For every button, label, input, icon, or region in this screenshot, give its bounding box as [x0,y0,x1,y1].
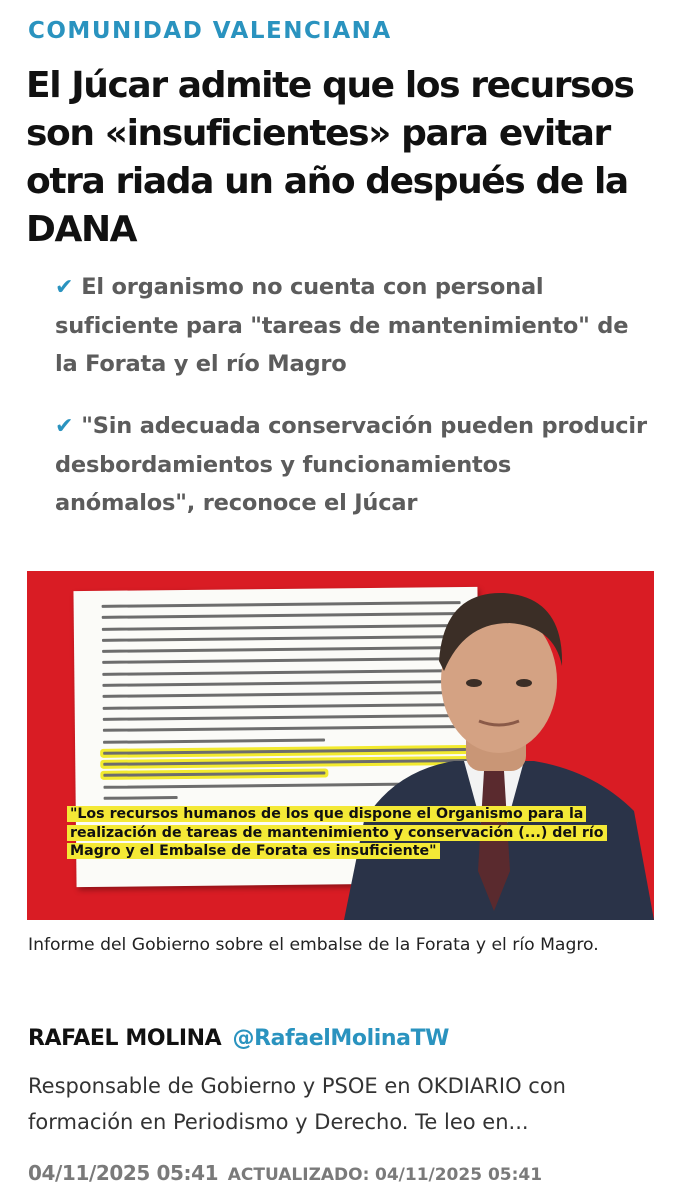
article-dates [28,1161,542,1185]
published-date: 04/11/2025 05:41 [28,1161,219,1185]
author-handle-link[interactable]: @RafaelMolinaTW [232,1026,450,1051]
image-caption: Informe del Gobierno sobre el embalse de la Forata y el río Magro. [28,935,599,955]
summary-bullet-text: "Sin adecuada conservación pueden producir desbordamientos y funcionamientos anómalos", reconoce el Júcar [55,413,647,516]
check-icon: ✔ [55,414,74,439]
author-line [28,1026,449,1051]
image-quote-text: "Los recursos humanos de los que dispone el Organismo para la realización de tareas de mantenimiento y conservación (...) del río Magro y el Embalse de Forata es insuficiente" [67,806,607,859]
author-name[interactable]: RAFAEL MOLINA [28,1026,222,1051]
summary-bullet-text: El organismo no cuenta con personal suficiente para "tareas de mantenimiento" de la Forata y el río Magro [55,274,629,377]
person-photo [334,571,654,920]
summary-bullets [55,268,655,546]
headline: El Júcar admite que los recursos son «insuficientes» para evitar otra riada un año después de la DANA [26,65,634,250]
updated-date: 04/11/2025 05:41 [375,1165,543,1185]
check-icon: ✔ [55,275,74,300]
section-label[interactable]: COMUNIDAD VALENCIANA [28,18,392,44]
summary-bullet [55,407,655,522]
image-quote [67,805,632,861]
updated-label: ACTUALIZADO: [227,1165,370,1185]
author-bio: Responsable de Gobierno y PSOE en OKDIARIO con formación en Periodismo y Derecho. Te leo en... [28,1074,566,1134]
article-image[interactable] [27,571,654,920]
summary-bullet [55,268,655,383]
